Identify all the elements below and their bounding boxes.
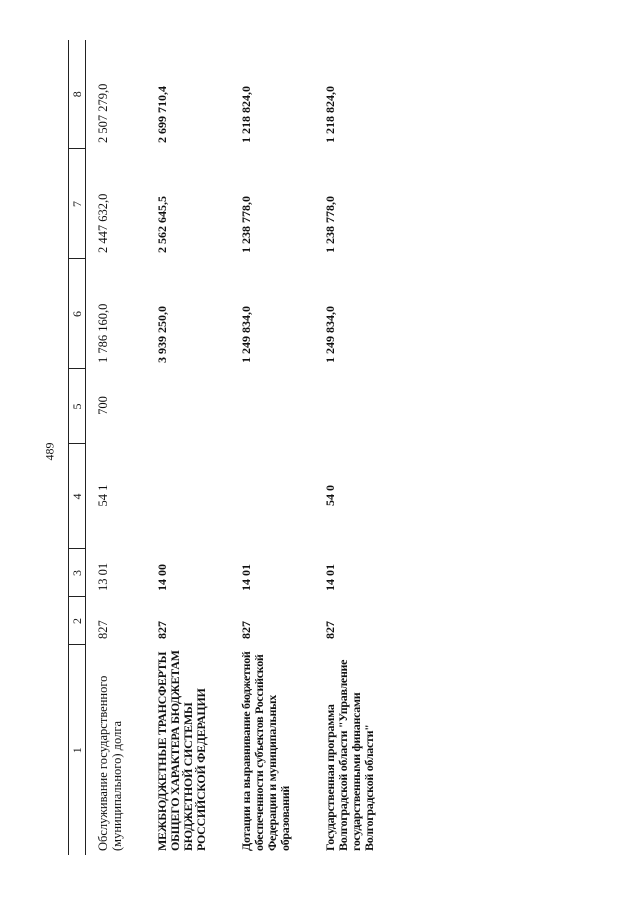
row-col4: 54 1	[96, 484, 110, 507]
row-col4: 54 0	[323, 485, 337, 506]
table-row	[230, 40, 314, 855]
row-col8: 2 507 279,0	[96, 83, 110, 143]
column-number-row	[69, 40, 86, 855]
budget-table	[68, 40, 398, 855]
column-header-3: 3	[69, 549, 86, 597]
row-col8: 1 218 824,0	[323, 86, 337, 143]
column-header-1: 1	[69, 645, 86, 855]
row-col2: 827	[239, 621, 253, 639]
rotated-page-content	[68, 40, 528, 855]
row-col6: 1 786 160,0	[96, 303, 110, 363]
row-col7: 1 238 778,0	[323, 196, 337, 253]
page-number: 489	[42, 442, 57, 461]
row-col6: 1 249 834,0	[323, 306, 337, 363]
row-name: МЕЖБЮДЖЕТНЫЕ ТРАНСФЕРТЫ ОБЩЕГО ХАРАКТЕРА БЮДЖЕТАМ БЮДЖЕТНОЙ СИСТЕМЫ РОССИЙСКОЙ ФЕДЕРАЦИИ	[155, 650, 208, 851]
row-name: Государственная программа Волгоградской области "Управление государственными финансами Волгоградской области"	[323, 659, 376, 851]
row-col6: 1 249 834,0	[239, 306, 253, 363]
row-col2: 827	[323, 621, 337, 639]
column-header-4: 4	[69, 444, 86, 549]
row-col2: 827	[155, 621, 169, 639]
row-col3: 13 01	[96, 562, 110, 591]
row-col3: 14 01	[323, 564, 337, 591]
row-col5	[314, 369, 398, 444]
row-col7: 2 447 632,0	[96, 193, 110, 253]
row-name: Обслуживание государственного (муниципального) долга	[96, 675, 124, 851]
table-row	[86, 40, 147, 855]
row-col5	[230, 369, 314, 444]
column-header-6: 6	[69, 259, 86, 369]
column-header-2: 2	[69, 597, 86, 645]
row-col4	[230, 444, 314, 549]
row-col4	[146, 444, 230, 549]
row-col2: 827	[96, 620, 110, 639]
row-col6: 3 939 250,0	[155, 306, 169, 363]
table-row	[146, 40, 230, 855]
row-col3: 14 00	[155, 564, 169, 591]
row-col3: 14 01	[239, 564, 253, 591]
row-col8: 2 699 710,4	[155, 86, 169, 143]
column-header-8: 8	[69, 40, 86, 149]
row-col8: 1 218 824,0	[239, 86, 253, 143]
row-col5	[146, 369, 230, 444]
column-header-5: 5	[69, 369, 86, 444]
table-row	[314, 40, 398, 855]
row-col5: 700	[96, 396, 110, 415]
row-name: Дотации на выравнивание бюджетной обеспеченности субъектов Российской Федерации и муниципальных образований	[239, 651, 292, 851]
row-col7: 2 562 645,5	[155, 196, 169, 253]
row-col7: 1 238 778,0	[239, 196, 253, 253]
column-header-7: 7	[69, 149, 86, 259]
